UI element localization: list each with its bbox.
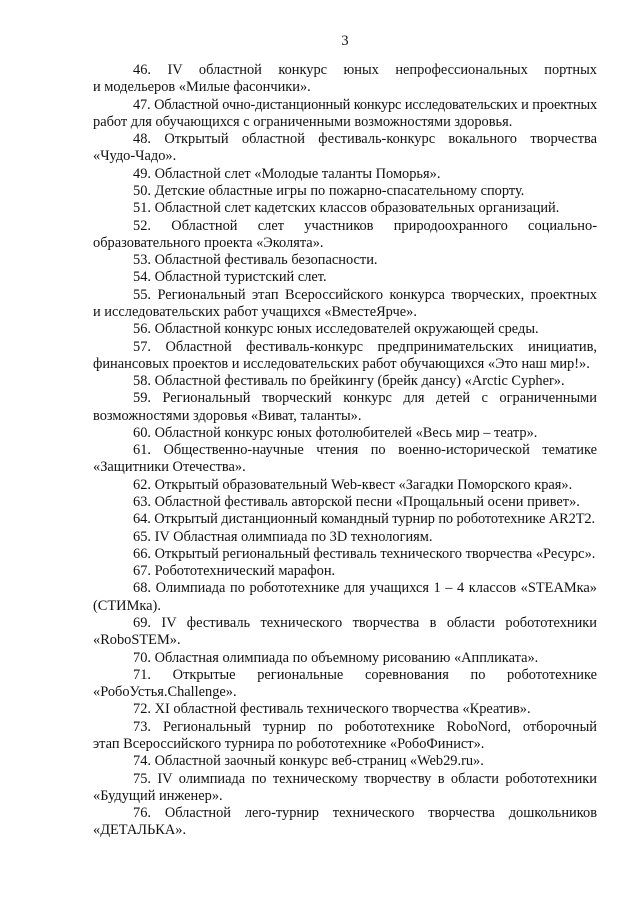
item-text: Областной слет «Молодые таланты Поморья». [154, 165, 441, 182]
list-item [93, 563, 597, 580]
list-item [93, 546, 597, 563]
item-line [93, 650, 597, 667]
item-line [93, 805, 597, 822]
item-line [93, 166, 597, 183]
item-line [93, 788, 597, 805]
item-text: «Будущий инженер». [93, 787, 223, 804]
item-number: 75. [133, 770, 151, 787]
item-line [93, 200, 597, 217]
item-text: финансовых проектов и исследовательских работ обучающихся «Это наш мир!». [93, 355, 590, 372]
list-item [93, 183, 597, 200]
item-text: Детские областные игры по пожарно-спасательному спорту. [154, 182, 525, 199]
item-number: 50. [133, 182, 151, 199]
item-number: 57. [133, 338, 151, 355]
item-text: Областной конкурс юных фотолюбителей «Весь мир – театр». [154, 424, 538, 441]
item-line [93, 62, 597, 79]
item-text: Открытый дистанционный командный турнир по робототехнике AR2T2. [154, 511, 596, 528]
list-item [93, 390, 597, 425]
item-line [93, 477, 597, 494]
item-line [93, 390, 597, 407]
item-text: Областной очно-дистанционный конкурс исследовательских и проектных [154, 96, 597, 113]
item-number: 53. [133, 252, 151, 269]
item-line [93, 252, 597, 269]
item-number: 65. [133, 528, 151, 545]
item-text: (СТИМка). [93, 597, 161, 614]
item-text: IV областной конкурс юных непрофессиональных портных [167, 62, 598, 78]
list-item [93, 425, 597, 442]
item-number: 64. [133, 511, 151, 528]
list-item [93, 494, 597, 511]
list-item [93, 529, 597, 546]
item-text: «RoboSTEM». [93, 632, 181, 649]
item-line [93, 719, 597, 736]
item-text: этап Всероссийского турнира по робототехнике «РобоФинист». [93, 735, 485, 752]
item-text: Областной лего-турнир технического творчества дошкольников [164, 805, 597, 822]
item-text: Региональный творческий конкурс для детей с ограниченными [162, 390, 597, 407]
item-line [93, 148, 597, 165]
item-text: Робототехнический марафон. [154, 563, 336, 580]
item-line [93, 321, 597, 338]
item-line [93, 494, 597, 511]
item-line [93, 287, 597, 304]
item-text: образовательного проекта «Эколята». [93, 234, 324, 251]
item-line [93, 736, 597, 753]
list-item [93, 580, 597, 615]
item-number: 47. [133, 96, 151, 113]
list-item [93, 719, 597, 754]
item-line [93, 615, 597, 632]
list-item [93, 339, 597, 374]
item-line [93, 218, 597, 235]
list-item [93, 166, 597, 183]
item-number: 48. [133, 131, 151, 148]
item-line [93, 632, 597, 649]
item-number: 74. [133, 753, 151, 770]
item-text: Областная олимпиада по объемному рисованию «Аппликата». [154, 649, 539, 666]
item-number: 61. [133, 442, 151, 459]
item-line [93, 598, 597, 615]
item-line [93, 529, 597, 546]
item-text: IV олимпиада по техническому творчеству в области робототехники [157, 770, 597, 787]
item-line [93, 97, 597, 114]
item-number: 56. [133, 321, 151, 338]
item-text: возможностями здоровья «Виват, таланты». [93, 407, 362, 424]
item-number: 59. [133, 390, 151, 407]
item-line [93, 442, 597, 459]
item-line [93, 684, 597, 701]
list-item [93, 287, 597, 322]
list-item [93, 218, 597, 253]
item-line [93, 304, 597, 321]
numbered-list [93, 62, 597, 840]
list-item [93, 650, 597, 667]
item-number: 58. [133, 373, 151, 390]
item-text: Областной фестиваль-конкурс предпринимательских инициатив, [165, 338, 597, 355]
item-number: 76. [133, 805, 151, 822]
item-line [93, 546, 597, 563]
item-number: 73. [133, 718, 151, 735]
item-text: XI областной фестиваль технического творчества «Креатив». [154, 701, 531, 718]
item-text: Открытый областной фестиваль-конкурс вокального творчества [164, 131, 597, 148]
item-line [93, 235, 597, 252]
item-line [93, 511, 597, 528]
list-item [93, 805, 597, 840]
list-item [93, 701, 597, 718]
item-line [93, 701, 597, 718]
item-number: 71. [133, 666, 151, 683]
item-number: 69. [133, 615, 151, 631]
item-line [93, 667, 597, 684]
list-item [93, 615, 597, 650]
item-number: 49. [133, 165, 151, 182]
item-text: IV фестиваль технического творчества в области робототехники [161, 615, 597, 631]
item-line [93, 131, 597, 148]
item-number: 62. [133, 476, 151, 493]
list-item [93, 97, 597, 132]
item-number: 55. [133, 286, 151, 303]
item-line [93, 408, 597, 425]
item-text: Региональный этап Всероссийского конкурса творческих, проектных [157, 286, 597, 303]
item-line [93, 563, 597, 580]
item-text: Областной фестиваль безопасности. [154, 252, 378, 269]
item-text: Региональный турнир по робототехнике RoboNord, отборочный [162, 718, 597, 735]
list-item [93, 131, 597, 166]
item-line [93, 753, 597, 770]
item-text: Областной слет участников природоохранного социально- [171, 217, 597, 234]
item-number: 51. [133, 200, 151, 217]
item-text: Общественно-научные чтения по военно-исторической тематике [163, 442, 597, 459]
list-item [93, 753, 597, 770]
list-item [93, 667, 597, 702]
item-text: и модельеров «Милые фасончики». [93, 79, 311, 96]
item-text: Областной туристский слет. [154, 269, 327, 286]
item-text: Областной конкурс юных исследователей окружающей среды. [154, 321, 539, 338]
item-line [93, 771, 597, 788]
item-text: работ для обучающихся с ограниченными возможностями здоровья. [93, 113, 513, 130]
list-item [93, 200, 597, 217]
list-item [93, 321, 597, 338]
item-text: Областной фестиваль авторской песни «Прощальный осени привет». [154, 494, 580, 511]
item-text: Областной слет кадетских классов образовательных организаций. [154, 200, 560, 217]
item-text: и исследовательских работ учащихся «ВместеЯрче». [93, 303, 417, 320]
item-text: «РобоУстья.Challenge». [93, 684, 237, 701]
item-number: 67. [133, 563, 151, 580]
item-text: «Чудо-Чадо». [93, 148, 177, 165]
item-line [93, 822, 597, 839]
item-text: Открытые региональные соревнования по робототехнике [172, 666, 597, 683]
list-item [93, 373, 597, 390]
list-item [93, 442, 597, 477]
item-line [93, 269, 597, 286]
list-item [93, 477, 597, 494]
list-item [93, 252, 597, 269]
item-text: IV Областная олимпиада по 3D технологиям. [154, 528, 433, 545]
list-item [93, 511, 597, 528]
item-number: 66. [133, 545, 151, 562]
item-line [93, 425, 597, 442]
item-number: 68. [133, 580, 151, 597]
item-text: Олимпиада по робототехнике для учащихся 1 – 4 классов «STEAMка» [155, 580, 597, 597]
item-line [93, 459, 597, 476]
item-line [93, 580, 597, 597]
item-number: 72. [133, 701, 151, 718]
item-number: 54. [133, 269, 151, 286]
item-text: Областной фестиваль по брейкингу (брейк дансу) «Arctic Cypher». [154, 373, 565, 390]
item-text: «ДЕТАЛЬКА». [93, 822, 187, 839]
item-line [93, 339, 597, 356]
item-number: 63. [133, 494, 151, 511]
item-number: 46. [133, 62, 151, 78]
list-item [93, 269, 597, 286]
list-item [93, 771, 597, 806]
item-line [93, 183, 597, 200]
item-line [93, 114, 597, 131]
item-number: 52. [133, 217, 151, 234]
item-number: 70. [133, 649, 151, 666]
item-text: Открытый региональный фестиваль технического творчества «Ресурс». [154, 545, 596, 562]
item-number: 60. [133, 424, 151, 441]
page-number: 3 [341, 33, 349, 49]
list-item [93, 62, 597, 97]
item-line [93, 356, 597, 373]
item-line [93, 79, 597, 96]
item-text: «Защитники Отечества». [93, 459, 246, 476]
item-text: Открытый образовательный Web-квест «Загадки Поморского края». [154, 476, 573, 493]
item-text: Областной заочный конкурс веб-страниц «Web29.ru». [154, 753, 484, 770]
item-line [93, 373, 597, 390]
